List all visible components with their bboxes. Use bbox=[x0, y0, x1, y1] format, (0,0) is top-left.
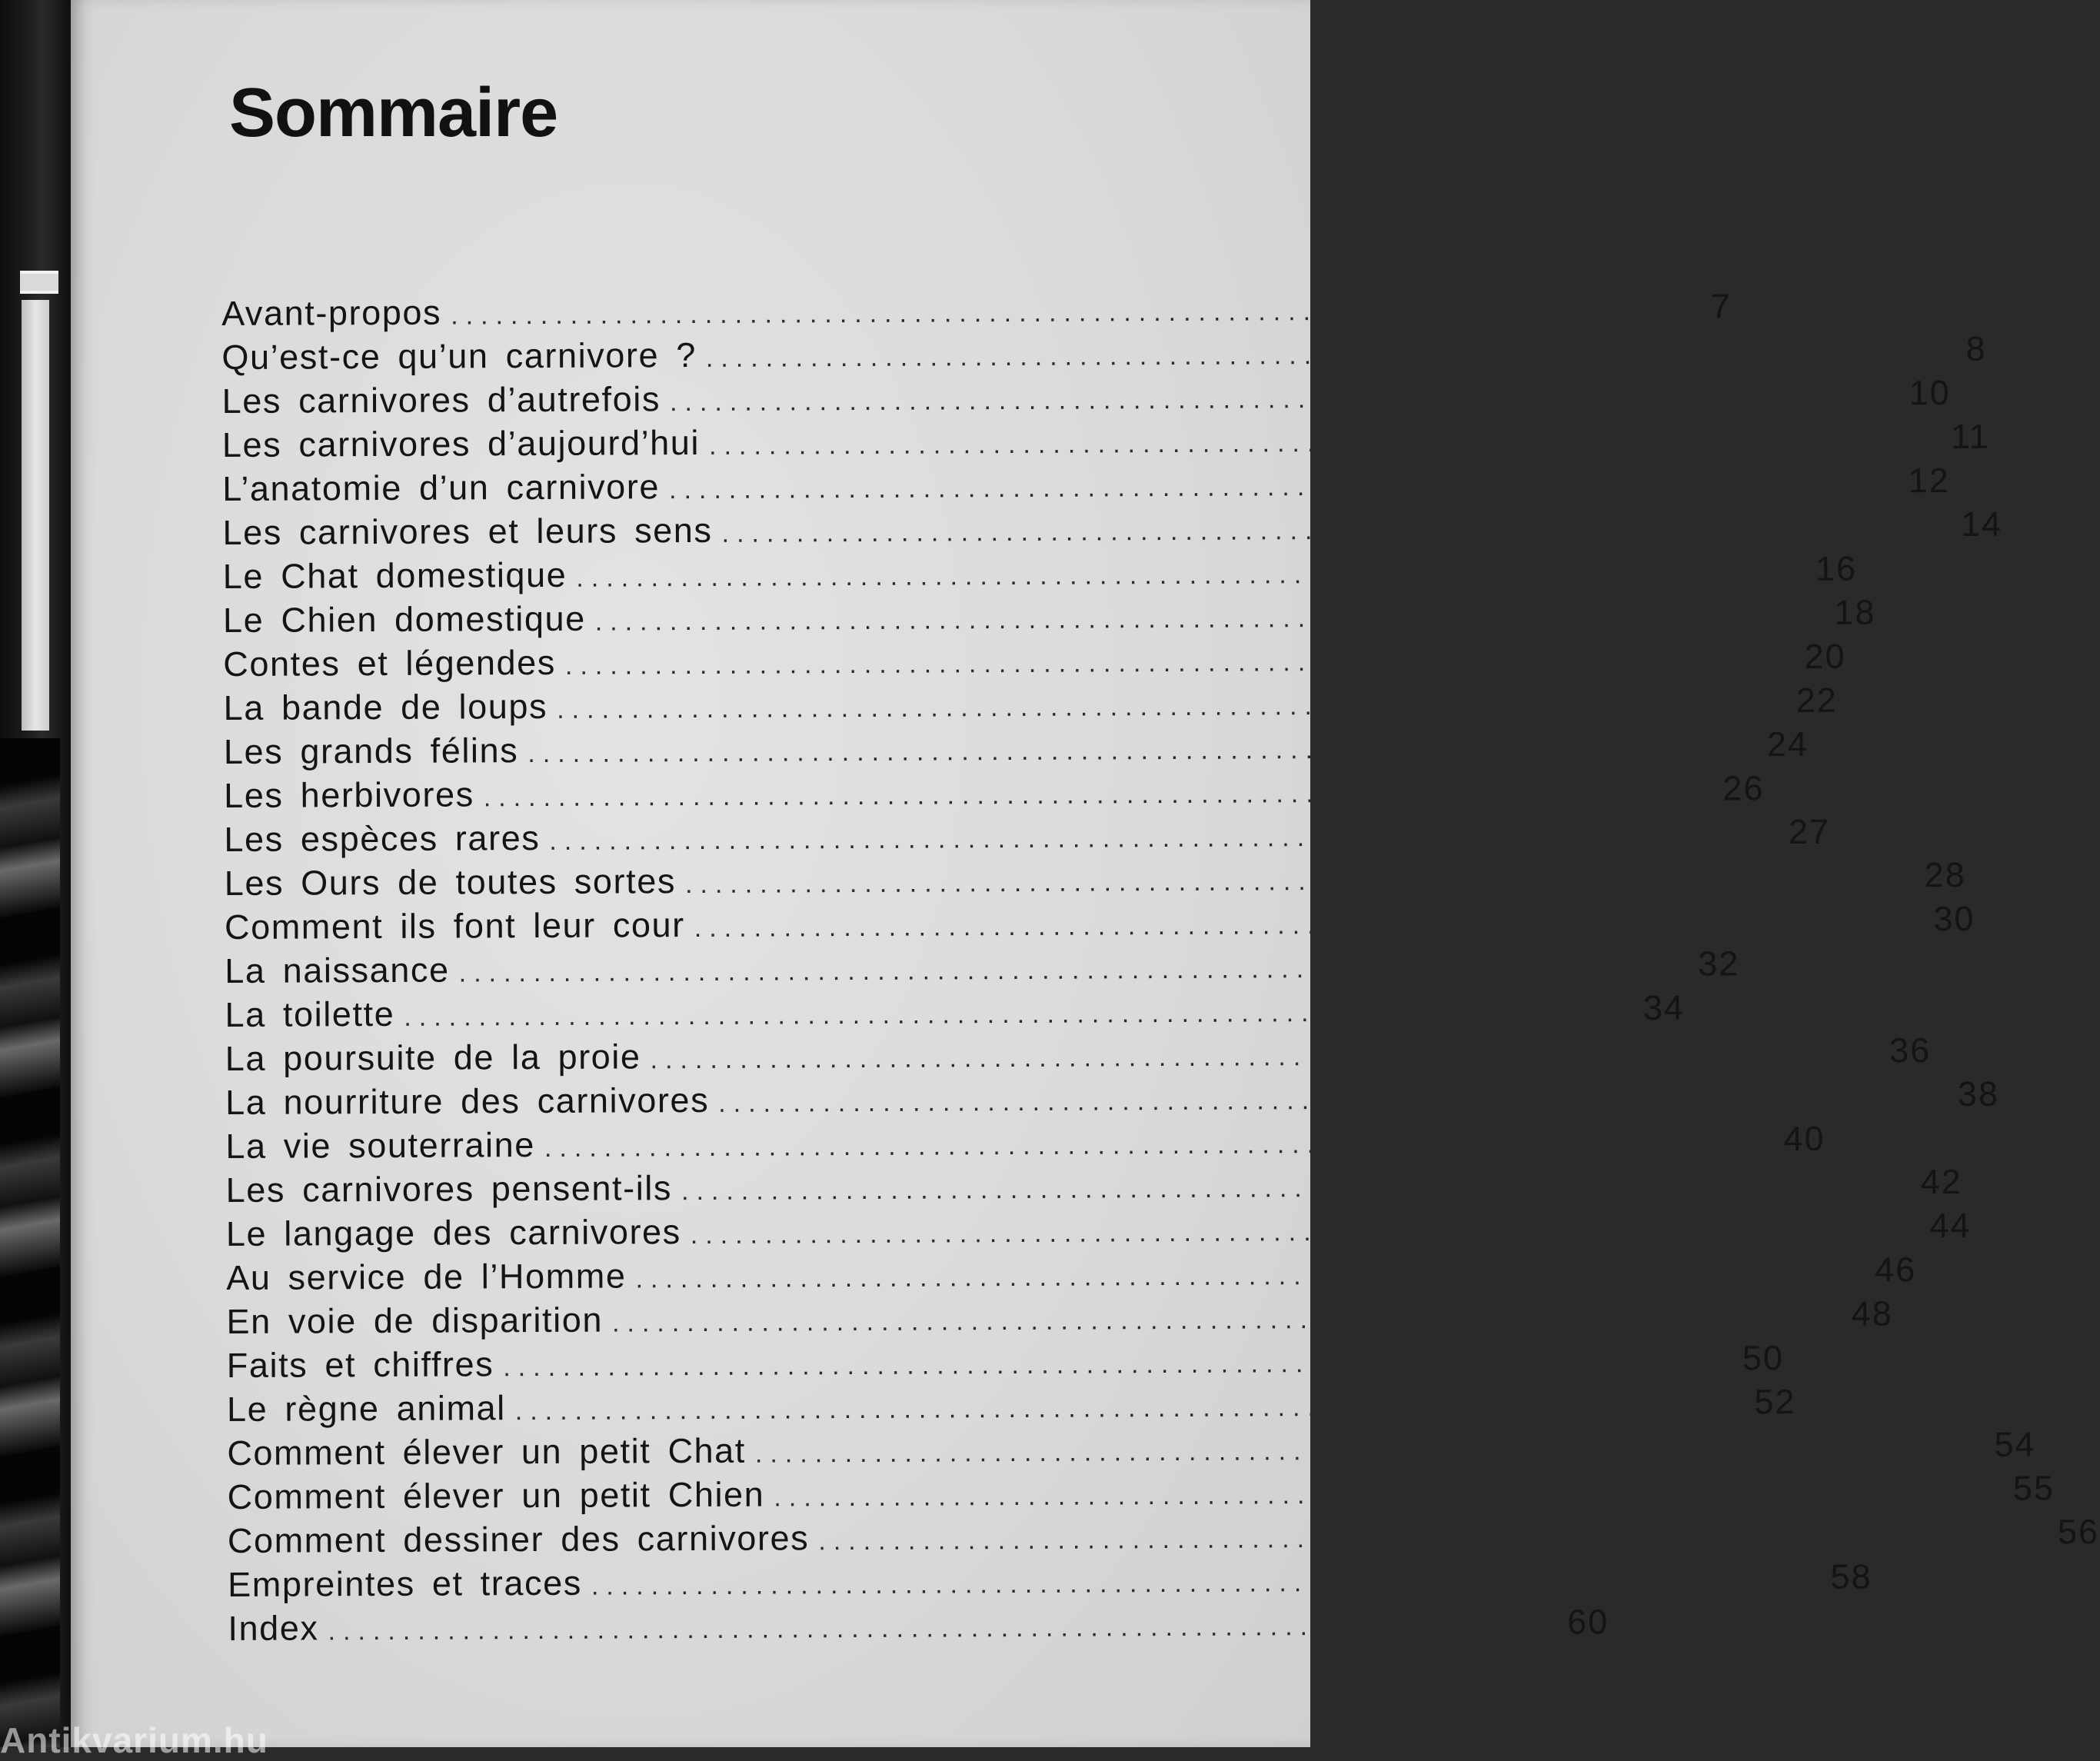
toc-leader-dots: ................................................................................ bbox=[328, 1610, 1525, 1646]
toc-entry bbox=[224, 898, 1975, 951]
toc-entry-page-number: 14 bbox=[1961, 504, 2003, 544]
toc-entry bbox=[222, 548, 1858, 601]
toc-entry-title: Qu’est-ce qu’un carnivore ? bbox=[221, 335, 697, 377]
toc-entry-title: Les herbivores bbox=[224, 774, 474, 815]
toc-entry-title: Avant-propos bbox=[221, 292, 442, 333]
toc-entry-title: Index bbox=[228, 1608, 319, 1648]
toc-entry bbox=[224, 811, 1831, 864]
toc-entry-page-number: 11 bbox=[1950, 416, 1990, 457]
toc-entry-page-number: 30 bbox=[1933, 898, 1975, 939]
toc-leader-dots: ................................................................................ bbox=[544, 1127, 1741, 1163]
toc-entry-title: Les espèces rares bbox=[224, 817, 541, 859]
toc-entry-title: Les grands félins bbox=[223, 731, 519, 771]
toc-entry-title: Comment élever un petit Chien bbox=[227, 1474, 765, 1516]
toc-leader-dots: ................................................................................ bbox=[754, 1433, 1952, 1469]
toc-entry-title: Les carnivores pensent-ils bbox=[225, 1168, 673, 1210]
toc-entry bbox=[221, 416, 1990, 469]
toc-entry-page-number: 7 bbox=[1710, 286, 1732, 326]
toc-entry-page-number: 28 bbox=[1924, 854, 1966, 895]
toc-leader-dots: ................................................................................ bbox=[557, 689, 1753, 724]
toc-entry bbox=[225, 1030, 1932, 1083]
toc-entry-title: Comment ils font leur cour bbox=[224, 905, 685, 947]
toc-leader-dots: ................................................................................ bbox=[514, 1390, 1712, 1426]
toc-leader-dots: ................................................................................ bbox=[721, 513, 1919, 548]
toc-entry-title: Contes et légendes bbox=[223, 642, 557, 684]
toc-entry-title: La nourriture des carnivores bbox=[225, 1080, 710, 1122]
toc-leader-dots: ................................................................................ bbox=[503, 1347, 1700, 1383]
toc-entry-page-number: 44 bbox=[1929, 1205, 1972, 1246]
toc-entry bbox=[226, 1382, 1796, 1433]
toc-entry bbox=[227, 1424, 2036, 1477]
toc-entry-title: La toilette bbox=[225, 994, 395, 1034]
toc-entry-page-number: 55 bbox=[2012, 1468, 2055, 1508]
toc-leader-dots: ................................................................................ bbox=[635, 1258, 1832, 1294]
toc-entry-title: Faits et chiffres bbox=[226, 1344, 494, 1385]
toc-entry bbox=[223, 724, 1809, 776]
toc-entry-title: Les carnivores d’aujourd’hui bbox=[221, 422, 701, 464]
toc-entry bbox=[224, 768, 1765, 820]
toc-entry bbox=[225, 944, 1740, 995]
toc-leader-dots: ................................................................................ bbox=[458, 952, 1656, 988]
toc-entry bbox=[221, 286, 1732, 338]
toc-entry bbox=[226, 1293, 1893, 1346]
toc-entry-title: Les carnivores et leurs sens bbox=[222, 510, 713, 552]
toc-entry-title: Au service de l’Homme bbox=[226, 1256, 627, 1297]
toc-entry-page-number: 12 bbox=[1908, 461, 1950, 501]
toc-entry bbox=[225, 987, 1686, 1039]
toc-entry-page-number: 48 bbox=[1851, 1293, 1893, 1333]
toc-entry-page-number: 10 bbox=[1909, 373, 1951, 413]
toc-entry-page-number: 42 bbox=[1920, 1161, 1962, 1202]
toc-entry-title: La poursuite de la proie bbox=[225, 1037, 641, 1078]
toc-entry-title: Le règne animal bbox=[226, 1388, 506, 1429]
toc-entry-page-number: 52 bbox=[1754, 1382, 1796, 1422]
toc-leader-dots: ................................................................................ bbox=[404, 997, 1601, 1032]
toc-entry-page-number: 40 bbox=[1783, 1118, 1825, 1159]
toc-entry bbox=[222, 461, 1950, 513]
toc-leader-dots: ................................................................................ bbox=[650, 1039, 1847, 1075]
toc-leader-dots: ................................................................................ bbox=[611, 1302, 1809, 1338]
toc-entry bbox=[225, 1074, 2000, 1127]
toc-entry bbox=[225, 1205, 1972, 1258]
toc-entry-title: Les Ours de toutes sortes bbox=[224, 861, 677, 903]
toc-leader-dots: ................................................................................ bbox=[818, 1520, 2015, 1556]
toc-entry-title: La naissance bbox=[225, 950, 450, 990]
toc-leader-dots: ................................................................................ bbox=[564, 645, 1762, 681]
book-binding bbox=[0, 0, 71, 1747]
toc-leader-dots: ................................................................................ bbox=[668, 469, 1865, 505]
toc-entry bbox=[223, 636, 1846, 688]
table-of-contents bbox=[221, 286, 2100, 1653]
toc-leader-dots: ................................................................................ bbox=[451, 295, 1647, 331]
toc-entry-page-number: 26 bbox=[1722, 768, 1765, 808]
toc-leader-dots: ................................................................................ bbox=[527, 733, 1725, 769]
toc-entry-title: En voie de disparition bbox=[226, 1300, 604, 1341]
toc-entry-page-number: 22 bbox=[1795, 680, 1838, 720]
toc-entry-page-number: 50 bbox=[1742, 1338, 1785, 1378]
toc-leader-dots: ................................................................................ bbox=[594, 601, 1792, 637]
binding-stripe bbox=[20, 271, 58, 294]
toc-entry-page-number: 54 bbox=[1994, 1424, 2036, 1464]
facing-page-photo bbox=[0, 738, 60, 1747]
binding-light-edge bbox=[22, 300, 49, 731]
toc-entry bbox=[228, 1556, 1872, 1609]
toc-entry-page-number: 56 bbox=[2057, 1512, 2100, 1552]
toc-entry-page-number: 36 bbox=[1889, 1030, 1932, 1070]
toc-entry-title: Le langage des carnivores bbox=[225, 1212, 681, 1253]
toc-entry-page-number: 38 bbox=[1957, 1074, 2000, 1114]
toc-entry bbox=[226, 1338, 1785, 1390]
toc-entry-page-number: 60 bbox=[1567, 1602, 1609, 1642]
toc-leader-dots: ................................................................................ bbox=[718, 1083, 1915, 1118]
book-page bbox=[71, 0, 2100, 1747]
toc-entry bbox=[221, 328, 1987, 381]
toc-leader-dots: ................................................................................ bbox=[591, 1566, 1788, 1601]
toc-entry bbox=[223, 680, 1838, 732]
toc-entry bbox=[227, 1512, 2100, 1565]
toc-leader-dots: ................................................................................ bbox=[483, 777, 1680, 813]
toc-leader-dots: ................................................................................ bbox=[684, 864, 1882, 900]
toc-entry-title: Le Chat domestique bbox=[222, 554, 567, 596]
toc-leader-dots: ................................................................................ bbox=[576, 558, 1773, 593]
toc-entry-title: La vie souterraine bbox=[225, 1125, 536, 1166]
toc-entry-page-number: 24 bbox=[1766, 724, 1809, 764]
toc-entry-title: Empreintes et traces bbox=[228, 1563, 582, 1604]
toc-entry bbox=[226, 1250, 1917, 1302]
toc-entry-page-number: 18 bbox=[1834, 592, 1876, 632]
toc-entry-page-number: 46 bbox=[1875, 1250, 1917, 1290]
toc-leader-dots: ................................................................................ bbox=[690, 1214, 1887, 1250]
toc-entry-page-number: 27 bbox=[1788, 811, 1831, 852]
toc-entry-page-number: 8 bbox=[1965, 328, 1987, 368]
toc-entry-title: Comment élever un petit Chat bbox=[227, 1430, 747, 1473]
toc-leader-dots: ................................................................................ bbox=[669, 381, 1866, 418]
toc-entry-page-number: 34 bbox=[1642, 987, 1686, 1027]
toc-entry-title: Comment dessiner des carnivores bbox=[227, 1518, 810, 1560]
toc-entry-title: L’anatomie d’un carnivore bbox=[222, 467, 661, 508]
page-title: Sommaire bbox=[229, 75, 558, 151]
toc-entry bbox=[225, 1118, 1825, 1170]
toc-entry bbox=[225, 1161, 1962, 1214]
toc-entry-title: Les carnivores d’autrefois bbox=[221, 379, 661, 421]
toc-entry-page-number: 32 bbox=[1698, 944, 1740, 984]
toc-entry-title: Le Chien domestique bbox=[222, 598, 586, 640]
toc-entry bbox=[227, 1468, 2055, 1521]
toc-entry bbox=[221, 373, 1951, 425]
toc-leader-dots: ................................................................................ bbox=[549, 821, 1746, 856]
toc-entry-page-number: 16 bbox=[1815, 548, 1858, 588]
toc-leader-dots: ................................................................................ bbox=[694, 907, 1891, 944]
toc-entry-page-number: 58 bbox=[1830, 1556, 1872, 1596]
toc-leader-dots: ................................................................................ bbox=[709, 425, 1905, 461]
toc-leader-dots: ................................................................................ bbox=[774, 1476, 1971, 1513]
toc-entry bbox=[222, 504, 2003, 557]
toc-entry bbox=[222, 592, 1876, 644]
watermark: Antikvarium.hu bbox=[0, 1720, 268, 1760]
toc-entry-title: La bande de loups bbox=[223, 686, 548, 727]
toc-leader-dots: ................................................................................ bbox=[705, 338, 1902, 373]
toc-leader-dots: ................................................................................ bbox=[681, 1170, 1878, 1207]
toc-entry bbox=[224, 854, 1966, 907]
toc-entry bbox=[228, 1602, 1609, 1653]
toc-entry-page-number: 20 bbox=[1804, 636, 1846, 676]
